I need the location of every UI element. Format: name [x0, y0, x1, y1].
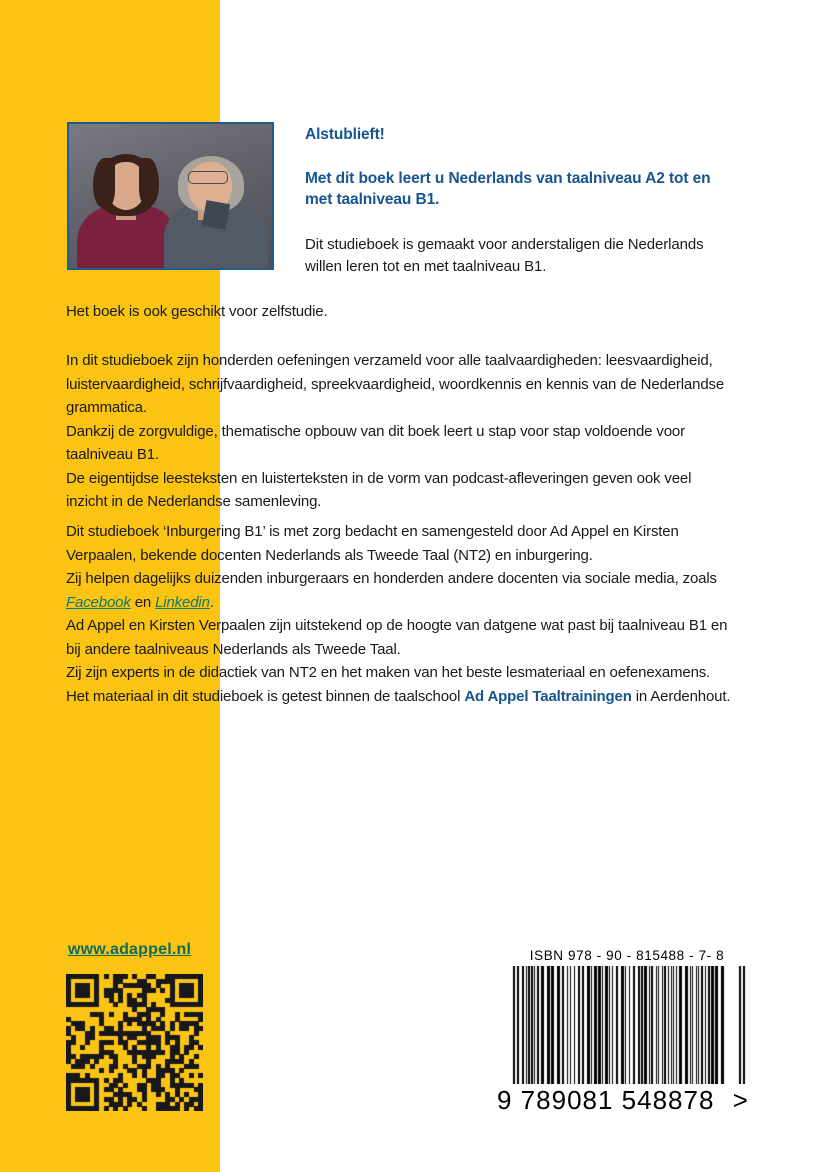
authors-photo	[67, 122, 274, 270]
woman-hair-right	[139, 158, 159, 206]
headline-subtitle: Met dit boek leert u Nederlands van taalniveau A2 tot en met taalniveau B1.	[305, 170, 711, 208]
headline-greeting: Alstublieft!	[305, 126, 385, 143]
facebook-link[interactable]: Facebook	[66, 593, 131, 611]
isbn-label: ISBN 978 - 90 - 815488 - 7- 8	[529, 948, 725, 963]
barcode-digits	[497, 1085, 757, 1116]
qr-code-canvas	[66, 974, 203, 1111]
barcode-digit-string: 9 789081 548878	[497, 1085, 715, 1115]
intro-paragraph: Dit studieboek is gemaakt voor anderstaligen die Nederlands willen leren tot en met taalniveau B1.	[305, 236, 704, 275]
paragraph-authors	[66, 520, 736, 708]
authors-text-part2: . Ad Appel en Kirsten Verpaalen zijn uitstekend op de hoogte van datgene wat past bij taalniveau B1 en bij andere taalniveaus Nederlands als Tweede Taal. Zij zijn experts in de didactiek van NT2 en het maken van het beste lesmateriaal en oefenexamens. Het materiaal in dit studieboek is getest binnen de taalschool	[66, 593, 728, 705]
isbn-barcode-block	[497, 948, 757, 1116]
qr-code[interactable]	[66, 974, 203, 1111]
authors-text-part1: Dit studieboek ‘Inburgering B1’ is met zorg bedacht en samengesteld door Ad Appel en Kirsten Verpaalen, bekende docenten Nederlands als Tweede Taal (NT2) en inburgering. Zij helpen dagelijks duizenden inburgeraars en honderden andere docenten via sociale media, zoals	[66, 523, 717, 587]
authors-conjunction: en	[130, 593, 156, 611]
website-url-link[interactable]: www.adappel.nl	[68, 941, 192, 958]
paragraph-exercises: In dit studieboek zijn honderden oefeningen verzameld voor alle taalvaardigheden: leesvaardigheid, luistervaardigheid, schrijfvaardigheid, spreekvaardigheid, woordkennis en kennis van de Nederlandse grammatica. Dankzij de zorgvuldige, thematische opbouw van dit boek leert u stap voor stap voldoende voor taalniveau B1. De eigentijdse leesteksten en luisterteksten in de vorm van podcast-afleveringen geven ook veel inzicht in de Nederlandse samenleving.	[66, 352, 725, 510]
barcode-bars	[511, 966, 749, 1084]
man-glasses-icon	[188, 171, 228, 184]
woman-hair-left	[93, 158, 115, 208]
authors-text-part3: in Aerdenhout.	[631, 687, 731, 705]
school-name: Ad Appel Taaltrainingen	[464, 687, 632, 705]
paragraph-selfstudy: Het boek is ook geschikt voor zelfstudie.	[66, 303, 328, 320]
linkedin-link[interactable]: Linkedin	[155, 593, 210, 611]
barcode-trailing-symbol: >	[732, 1085, 749, 1115]
man-collar	[202, 200, 230, 230]
